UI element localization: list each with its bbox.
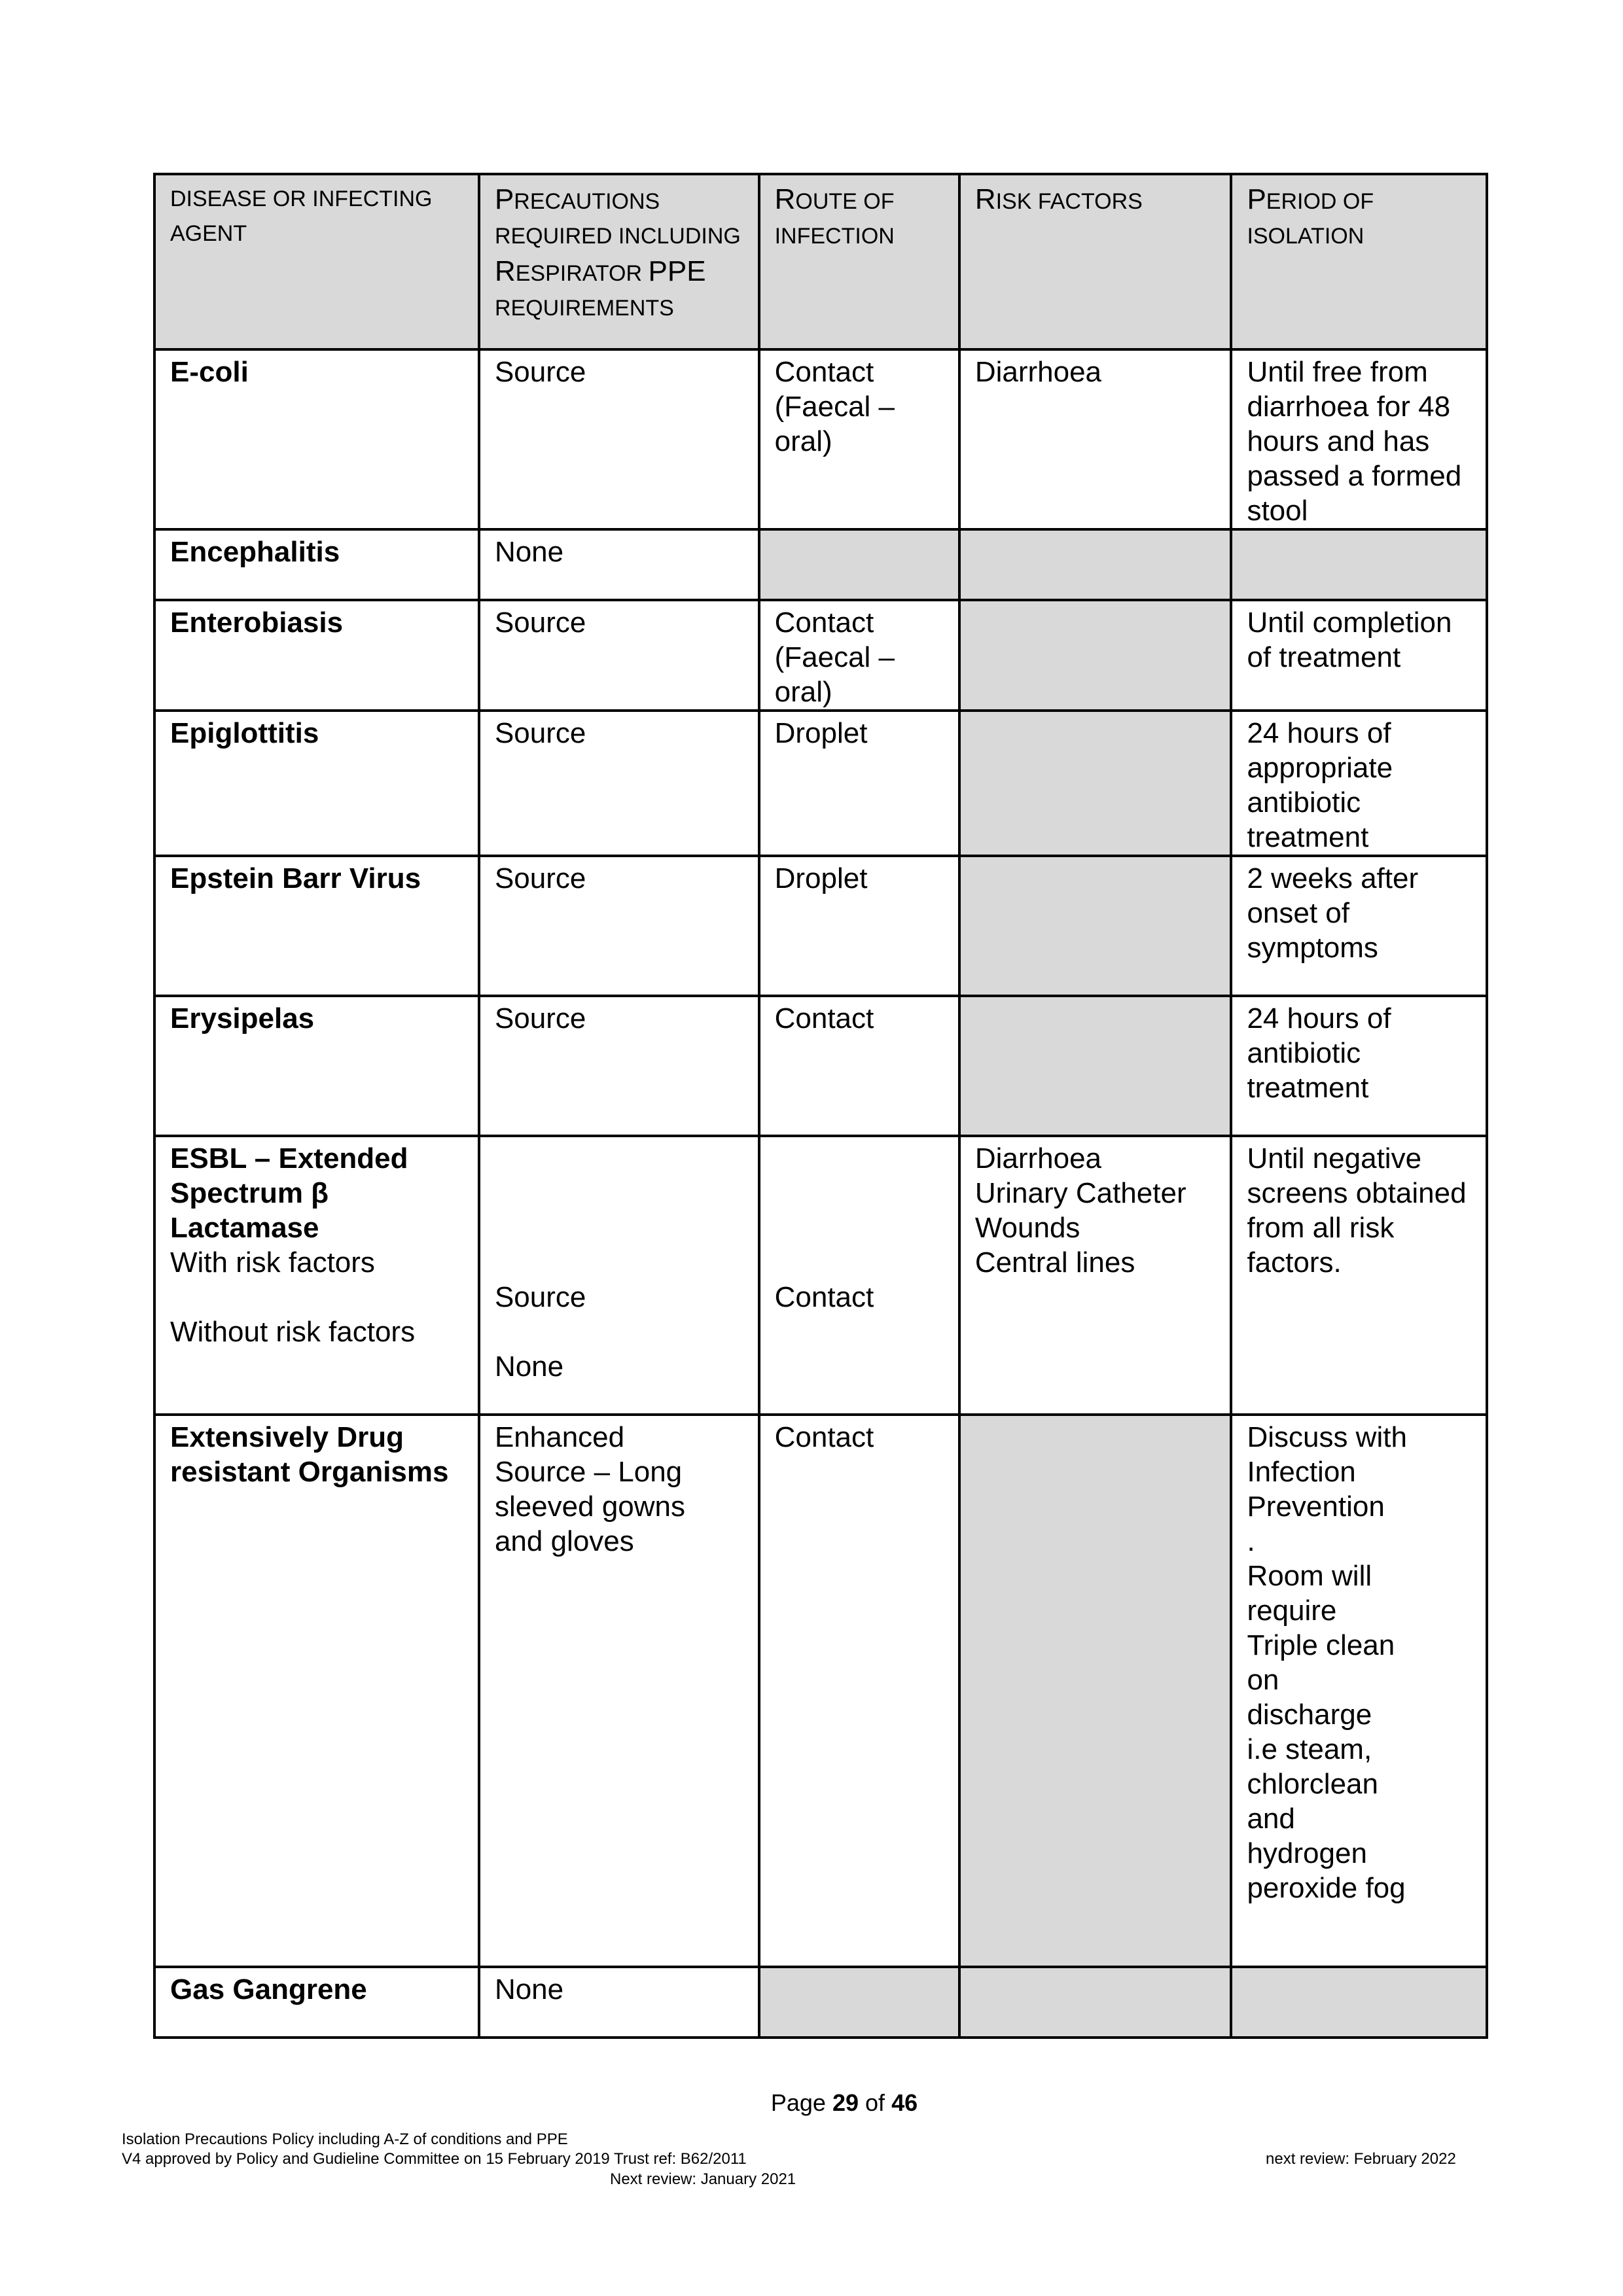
footer-next-review-center: Next review: January 2021 — [610, 2170, 796, 2188]
table-row — [154, 856, 1487, 996]
risk-cell — [959, 600, 1232, 711]
isolation-table — [153, 173, 1488, 2039]
period-part: Room will require Triple clean on discharge i.e steam, chlorclean and hydrogen peroxide fog — [1247, 1560, 1406, 1904]
period-cell: 2 weeks after onset of symptoms — [1231, 856, 1487, 996]
table-row — [154, 1136, 1487, 1415]
period-cell — [1231, 529, 1487, 600]
footer-policy-title: Isolation Precautions Policy including A-Z of conditions and PPE — [122, 2130, 568, 2148]
period-cell: Until negative screens obtained from all risk factors. — [1231, 1136, 1487, 1415]
header-row — [154, 174, 1487, 349]
header-risk: RISK FACTORS — [959, 174, 1232, 349]
route-cell — [759, 1136, 959, 1415]
risk-cell — [959, 1415, 1232, 1967]
route-cell — [759, 1967, 959, 2038]
risk-cell — [959, 1967, 1232, 2038]
table-row — [154, 996, 1487, 1136]
footer-next-review-right: next review: February 2022 — [1266, 2150, 1456, 2168]
period-cell — [1231, 1415, 1487, 1967]
precautions-cell: None — [479, 1967, 759, 2038]
precautions-cell: Source — [479, 711, 759, 856]
table-row — [154, 1967, 1487, 2038]
period-cell: Until completion of treatment — [1231, 600, 1487, 711]
header-route: ROUTE OF INFECTION — [759, 174, 959, 349]
precautions-cell: Enhanced Source – Long sleeved gowns and gloves — [479, 1415, 759, 1967]
header-disease: DISEASE OR INFECTING AGENT — [154, 174, 479, 349]
route-cell: Contact — [759, 1415, 959, 1967]
period-dot: . — [1247, 1525, 1255, 1557]
route-cell: Droplet — [759, 711, 959, 856]
period-cell: 24 hours of appropriate antibiotic treatment — [1231, 711, 1487, 856]
table-row — [154, 529, 1487, 600]
header-period: PERIOD OF ISOLATION — [1231, 174, 1487, 349]
disease-cell: Enterobiasis — [154, 600, 479, 711]
route-cell: Contact — [759, 996, 959, 1136]
table-row — [154, 1415, 1487, 1967]
header-precautions: PRECAUTIONS REQUIRED INCLUDING RESPIRATOR PPE REQUIREMENTS — [479, 174, 759, 349]
disease-cell: E-coli — [154, 349, 479, 529]
period-cell: Until free from diarrhoea for 48 hours and has passed a formed stool — [1231, 349, 1487, 529]
footer-approval: V4 approved by Policy and Gudieline Committee on 15 February 2019 Trust ref: B62/2011 — [122, 2150, 747, 2168]
disease-cell: Encephalitis — [154, 529, 479, 600]
risk-item: Central lines — [974, 1246, 1135, 1279]
route-value: Contact — [774, 1281, 874, 1313]
risk-item: Wounds — [974, 1212, 1080, 1244]
disease-cell: Erysipelas — [154, 996, 479, 1136]
precautions-cell: Source — [479, 996, 759, 1136]
precautions-cell: Source — [479, 600, 759, 711]
table-row — [154, 349, 1487, 529]
precautions-cell: Source — [479, 349, 759, 529]
page-number: Page 29 of 46 — [770, 2089, 918, 2116]
period-cell — [1231, 1967, 1487, 2038]
risk-cell — [959, 1136, 1232, 1415]
table-row — [154, 711, 1487, 856]
disease-cell: Epstein Barr Virus — [154, 856, 479, 996]
risk-cell — [959, 711, 1232, 856]
precautions-without: None — [494, 1351, 564, 1383]
disease-cell: Gas Gangrene — [154, 1967, 479, 2038]
precautions-with: Source — [494, 1281, 586, 1313]
route-cell — [759, 529, 959, 600]
precautions-cell: Source — [479, 856, 759, 996]
disease-cell: Extensively Drug resistant Organisms — [154, 1415, 479, 1967]
disease-sub-without: Without risk factors — [170, 1316, 416, 1348]
disease-cell: Epiglottitis — [154, 711, 479, 856]
risk-cell — [959, 856, 1232, 996]
risk-item: Diarrhoea — [974, 1142, 1102, 1174]
period-cell: 24 hours of antibiotic treatment — [1231, 996, 1487, 1136]
period-part: Discuss with Infection Prevention — [1247, 1421, 1407, 1523]
risk-cell — [959, 996, 1232, 1136]
precautions-cell — [479, 1136, 759, 1415]
risk-item: Urinary Catheter — [974, 1177, 1186, 1209]
table-row — [154, 600, 1487, 711]
disease-cell — [154, 1136, 479, 1415]
risk-cell: Diarrhoea — [959, 349, 1232, 529]
risk-cell — [959, 529, 1232, 600]
route-cell: Contact (Faecal – oral) — [759, 600, 959, 711]
route-cell: Contact (Faecal – oral) — [759, 349, 959, 529]
disease-sub-with: With risk factors — [170, 1246, 375, 1279]
route-cell: Droplet — [759, 856, 959, 996]
precautions-cell: None — [479, 529, 759, 600]
disease-name: ESBL – Extended Spectrum β Lactamase — [170, 1142, 408, 1244]
